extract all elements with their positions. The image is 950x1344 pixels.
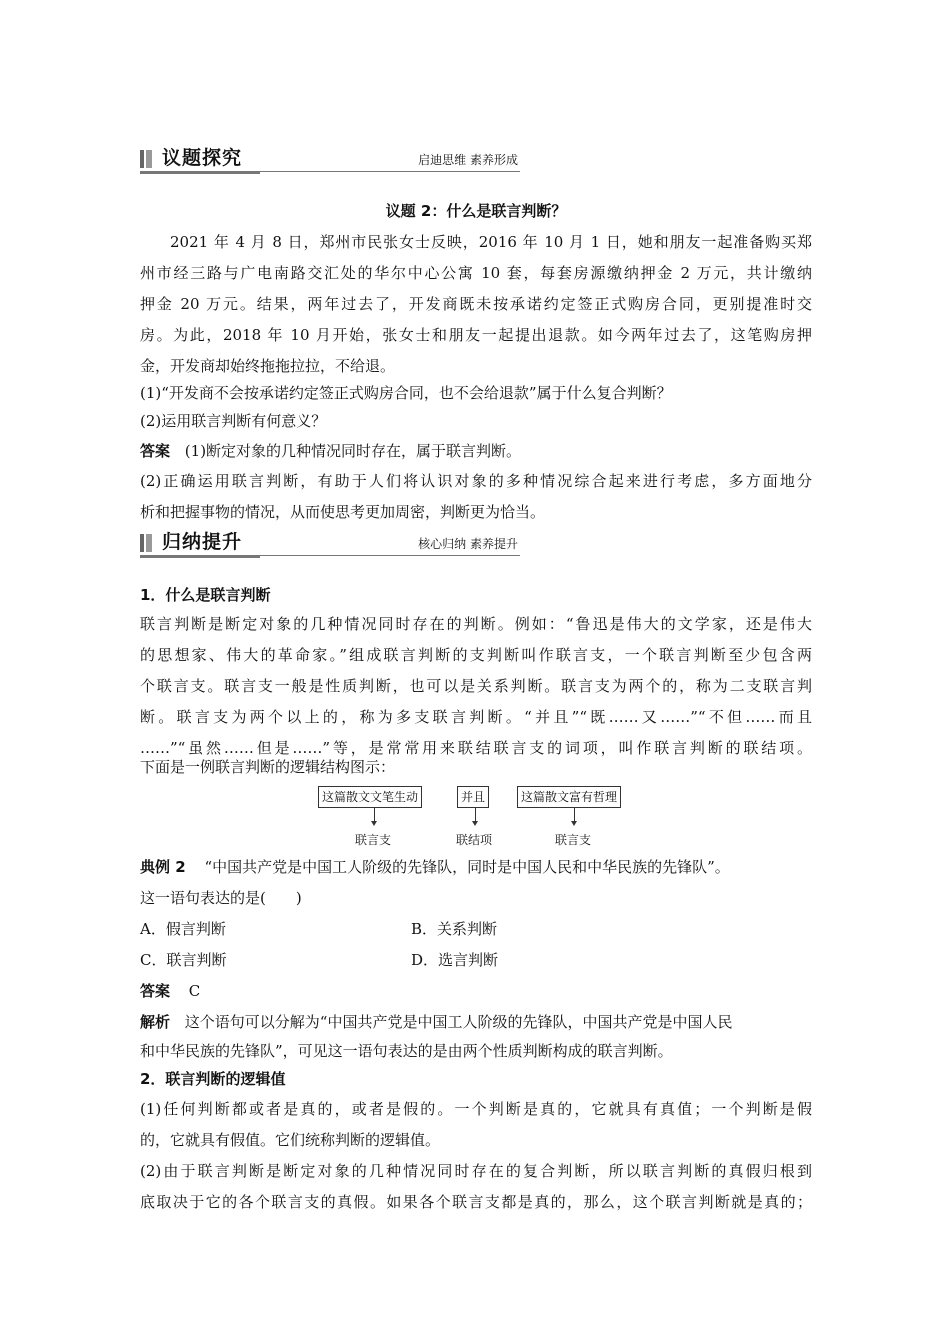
header-bar-icon [140,534,144,552]
answer-label: 答案 [140,982,171,1000]
divider [140,556,260,558]
point-2-heading: 2．联言判断的逻辑值 [140,1070,286,1088]
point-1-line: 个联言支。联言支一般是性质判断，也可以是关系判断。联言支为两个的，称为二支联言判 [140,677,812,695]
answer-2-line: 析和把握事物的情况，从而使思考更加周密，判断更为恰当。 [140,503,546,521]
example-row [140,852,812,883]
section-title: 归纳提升 [162,531,243,553]
point-2-line: (1)任何判断都或者是真的，或者是假的。一个判断是真的，它就具有真值；一个判断是假 [140,1100,812,1118]
diagram-label: 联结项 [456,833,493,847]
point-2-line: 底取决于它的各个联言支的真假。如果各个联言支都是真的，那么，这个联言判断就是真的； [140,1193,812,1211]
topic-line: 房。为此，2018 年 10 月开始，张女士和朋友一起提出退款。如今两年过去了，这笔购房押 [140,326,812,344]
point-1-line: ……”“虽然……但是……”等，是常常用来联结联言支的词项，叫作联言判断的联结项。 [140,739,812,757]
example-question-line: 这一语句表达的是( ) [140,889,302,907]
topic-heading: 议题 2：什么是联言判断？ [385,202,567,220]
answer-row [140,436,812,467]
arrowhead-icon [472,821,478,826]
answer-label: 答案 [140,442,171,460]
section-subtitle: 核心归纳 素养提升 [418,537,518,551]
point-1-line: 联言判断是断定对象的几种情况同时存在的判断。例如：“鲁迅是伟大的文学家，还是伟大 [140,615,812,633]
section-header-summary [140,530,520,556]
point-1-line: 下面是一例联言判断的逻辑结构图示： [140,758,396,776]
point-2-line: 的，它就具有假值。它们统称判断的逻辑值。 [140,1131,441,1149]
option-a: A．假言判断 [140,920,226,938]
answer-text: C [188,982,201,1000]
question-2: (2)运用联言判断有何意义？ [140,412,327,430]
section-subtitle: 启迪思维 素养形成 [418,153,518,167]
point-2-line: (2)由于联言判断是断定对象的几种情况同时存在的复合判断，所以联言判断的真假归根到 [140,1162,812,1180]
point-1-line: 断。联言支为两个以上的，称为多支联言判断。“并且”“既……又……”“不但……而且 [140,708,812,726]
diagram-box-conjunct-2: 这篇散文富有哲理 [517,786,621,808]
topic-line: 金，开发商却始终拖拖拉拉，不给退。 [140,357,396,375]
example-answer-row [140,976,812,1007]
example-question: “中国共产党是中国工人阶级的先锋队，同时是中国人民和中华民族的先锋队”。 [204,858,730,876]
topic-line: 押金 20 万元。结果，两年过去了，开发商既未按承诺约定签正式购房合同，更别提准时交 [140,295,812,313]
option-d: D．选言判断 [411,951,499,969]
point-1-line: 的思想家、伟大的革命家。”组成联言判断的支判断叫作联言支，一个联言判断至少包含两 [140,646,812,664]
header-bar-icon [146,150,152,168]
option-c: C．联言判断 [140,951,227,969]
analysis-text: 这个语句可以分解为“中国共产党是中国工人阶级的先锋队，中国共产党是中国人民 [184,1013,733,1031]
answer-2-line: (2)正确运用联言判断，有助于人们将认识对象的多种情况综合起来进行考虑，多方面地分 [140,472,812,490]
topic-line: 州市经三路与广电南路交汇处的华尔中心公寓 10 套，每套房源缴纳押金 2 万元，共计缴纳 [140,264,812,282]
divider [140,172,260,174]
analysis-line: 和中华民族的先锋队”，可见这一语句表达的是由两个性质判断构成的联言判断。 [140,1042,673,1060]
section-title: 议题探究 [162,147,243,169]
logic-structure-diagram [315,786,635,852]
answer-text: (1)断定对象的几种情况同时存在，属于联言判断。 [184,442,522,460]
question-1: (1)“开发商不会按承诺约定签正式购房合同，也不会给退款”属于什么复合判断？ [140,384,672,402]
diagram-label: 联言支 [355,833,392,847]
arrowhead-icon [571,821,577,826]
option-b: B．关系判断 [411,920,498,938]
section-header-explore [140,146,520,172]
analysis-row [140,1007,812,1038]
diagram-box-connective: 并且 [457,786,489,808]
topic-line: 2021 年 4 月 8 日，郑州市民张女士反映，2016 年 10 月 1 日，她和朋友一起准备购买郑 [170,233,812,251]
point-1-heading: 1．什么是联言判断 [140,586,271,604]
header-bar-icon [140,150,144,168]
diagram-box-conjunct-1: 这篇散文文笔生动 [318,786,422,808]
arrowhead-icon [371,821,377,826]
header-bar-icon [146,534,152,552]
diagram-label: 联言支 [555,833,592,847]
analysis-label: 解析 [140,1013,171,1031]
example-label: 典例 2 [140,858,186,876]
